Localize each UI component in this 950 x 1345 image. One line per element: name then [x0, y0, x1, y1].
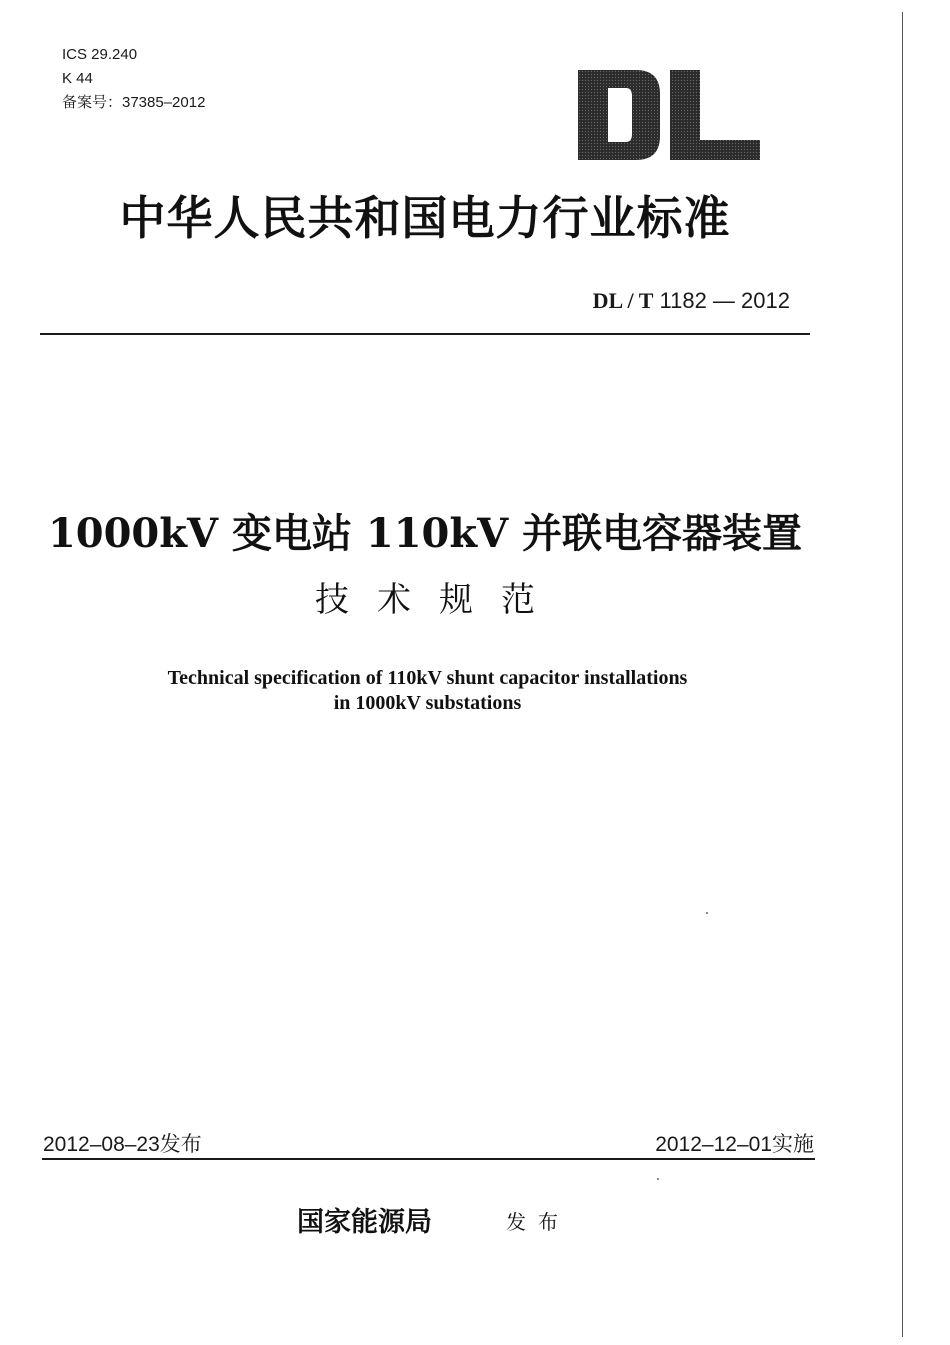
scan-speck: [706, 912, 708, 914]
standard-code-prefix: DL / T: [592, 288, 654, 313]
dl-logo: [578, 70, 760, 160]
publish-date: 2012–08–23发布: [43, 1133, 202, 1156]
standard-type-heading: 中华人民共和国电力行业标准: [119, 191, 731, 245]
category-code: K 44: [62, 70, 93, 87]
standard-code-number: 1182 — 2012: [659, 288, 790, 313]
standard-code: [593, 288, 790, 314]
title-chinese-line1: 1000kV 变电站 110kV 并联电容器装置: [47, 510, 803, 557]
title-chinese-line2: 技术规范: [315, 580, 563, 620]
publish-label: 发布: [506, 1210, 570, 1234]
title-english-line1: Technical specification of 110kV shunt capacitor installations: [167, 667, 688, 689]
implement-date: 2012–12–01实施: [655, 1133, 814, 1156]
publisher-name: 国家能源局: [297, 1207, 432, 1238]
ics-code: ICS 29.240: [62, 46, 138, 63]
header-divider: [40, 333, 810, 335]
footer-divider: [42, 1158, 815, 1160]
title-english-line2: in 1000kV substations: [333, 692, 522, 714]
page-edge-line: [902, 12, 903, 1337]
scan-speck: [657, 1178, 659, 1180]
record-number: 备案号：37385–2012: [62, 94, 206, 111]
